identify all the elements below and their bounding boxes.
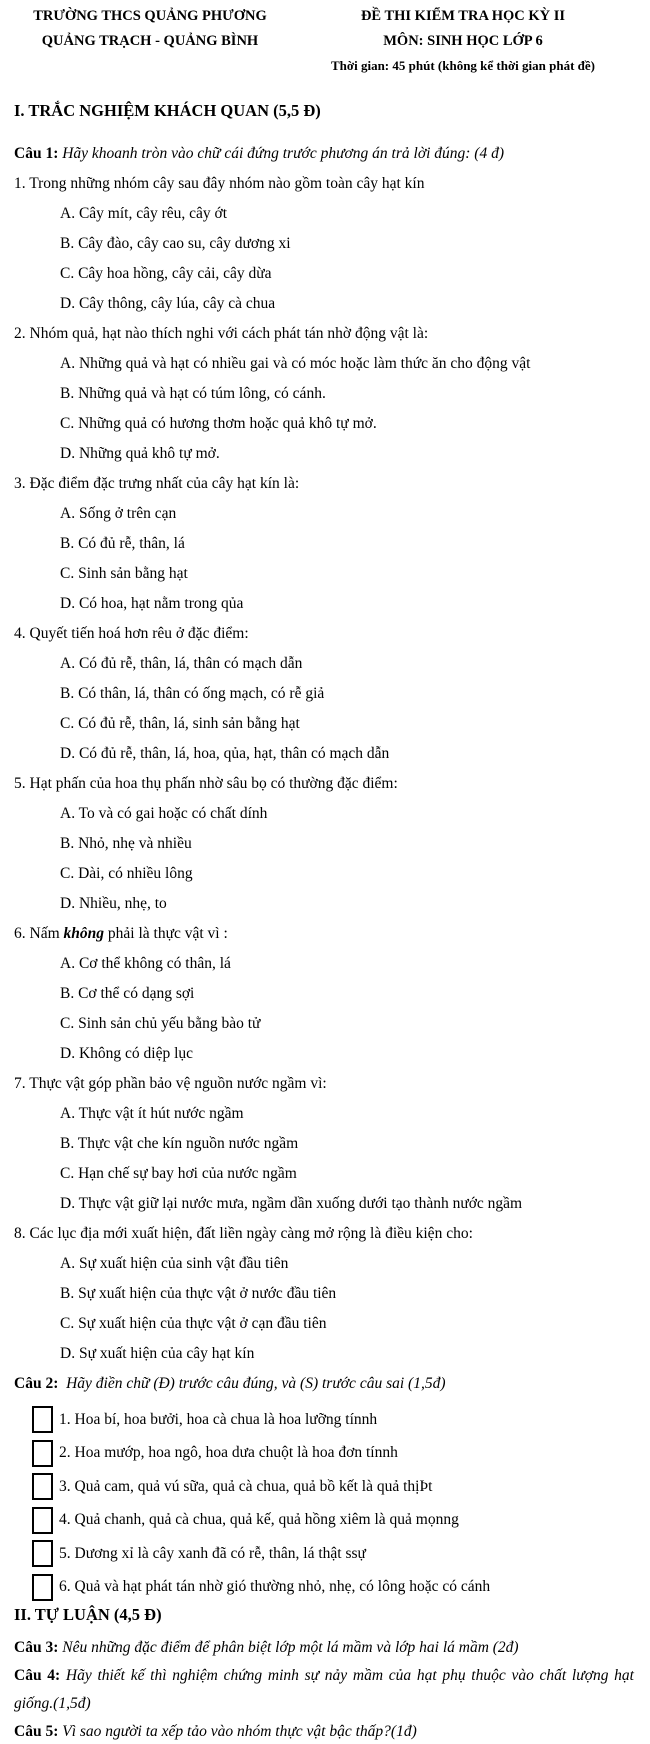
question-7-option-A[interactable]: A. Thực vật ít hút nước ngầm <box>60 1105 244 1122</box>
section1-title: I. TRẮC NGHIỆM KHÁCH QUAN (5,5 Đ) <box>14 101 321 120</box>
cau3-label: Câu 3: <box>14 1639 59 1656</box>
question-3-option-D[interactable]: D. Có hoa, hạt nằm trong qủa <box>60 595 244 612</box>
question-1-option-C[interactable]: C. Cây hoa hồng, cây cải, cây dừa <box>60 265 272 282</box>
question-7-option-B[interactable]: B. Thực vật che kín nguồn nước ngầm <box>60 1135 299 1152</box>
question-5-prompt: 5. Hạt phấn của hoa thụ phấn nhờ sâu bọ có thường đặc điểm: <box>14 775 398 792</box>
question-4-prompt: 4. Quyết tiến hoá hơn rêu ở đặc điểm: <box>14 625 249 642</box>
tf-checkbox-4[interactable] <box>32 1507 53 1534</box>
question-4-option-C[interactable]: C. Có đủ rễ, thân, lá, sinh sản bằng hạt <box>60 715 300 732</box>
question-8-option-C[interactable]: C. Sự xuất hiện của thực vật ở cạn đầu tiên <box>60 1315 327 1332</box>
question-6-prompt-text: 6. Nấm <box>14 925 64 942</box>
question-5-option-B[interactable]: B. Nhỏ, nhẹ và nhiều <box>60 835 192 852</box>
cau5-label: Câu 5: <box>14 1723 59 1740</box>
tf-item-5 <box>32 1537 634 1571</box>
question-4 <box>14 619 634 769</box>
question-3-option-A[interactable]: A. Sống ở trên cạn <box>60 505 177 522</box>
cau2-label: Câu 2: <box>14 1375 59 1392</box>
question-8-option-B[interactable]: B. Sự xuất hiện của thực vật ở nước đầu tiên <box>60 1285 337 1302</box>
multiple-choice-questions <box>14 169 634 1369</box>
true-false-items <box>14 1403 634 1604</box>
tf-checkbox-3[interactable] <box>32 1473 53 1500</box>
cau5-question <box>14 1718 634 1744</box>
essay-questions <box>14 1634 634 1744</box>
tf-item-1 <box>32 1403 634 1437</box>
question-1-option-D[interactable]: D. Cây thông, cây lúa, cây cà chua <box>60 295 276 312</box>
tf-item-3 <box>32 1470 634 1504</box>
cau2-instruction: Hãy điền chữ (Đ) trước câu đúng, và (S) trước câu sai (1,5đ) <box>66 1375 446 1392</box>
question-5-option-A[interactable]: A. To và có gai hoặc có chất dính <box>60 805 268 822</box>
cau3-text: Nêu những đặc điểm để phân biệt lớp một lá mầm và lớp hai lá mầm (2đ) <box>62 1639 519 1656</box>
tf-item-3-text: 3. Quả cam, quả vú sữa, quả cà chua, quả bồ kết là quả thịÞt <box>59 1477 433 1495</box>
cau4-text: Hãy thiết kế thì nghiệm chứng minh sự nảy mầm của hạt phụ thuộc vào chất lượng hạt giống.(1,5đ) <box>14 1667 634 1712</box>
tf-checkbox-5[interactable] <box>32 1540 53 1567</box>
tf-item-1-text: 1. Hoa bí, hoa bưởi, hoa cà chua là hoa lưỡng tínnh <box>59 1410 378 1428</box>
question-6-prompt-text: phải là thực vật vì : <box>104 925 228 942</box>
question-3-option-B[interactable]: B. Có đủ rễ, thân, lá <box>60 535 185 552</box>
cau4-label: Câu 4: <box>14 1667 61 1684</box>
tf-item-4-text: 4. Quả chanh, quả cà chua, quả kế, quả hồng xiêm là quả mọnng <box>59 1511 459 1529</box>
question-2-option-A[interactable]: A. Những quả và hạt có nhiều gai và có móc hoặc làm thức ăn cho động vật <box>60 355 531 372</box>
question-8-option-A[interactable]: A. Sự xuất hiện của sinh vật đầu tiên <box>60 1255 289 1272</box>
question-2-option-C[interactable]: C. Những quả có hương thơm hoặc quả khô tự mở. <box>60 415 377 432</box>
question-1 <box>14 169 634 319</box>
question-6-option-D[interactable]: D. Không có diệp lục <box>60 1045 194 1062</box>
tf-item-4 <box>32 1504 634 1538</box>
question-2-option-D[interactable]: D. Những quả khô tự mở. <box>60 445 220 462</box>
question-7-option-C[interactable]: C. Hạn chế sự bay hơi của nước ngầm <box>60 1165 297 1182</box>
section2-title: II. TỰ LUẬN (4,5 Đ) <box>14 1605 162 1624</box>
question-2-option-B[interactable]: B. Những quả và hạt có túm lông, có cánh. <box>60 385 326 402</box>
question-1-option-A[interactable]: A. Cây mít, cây rêu, cây ớt <box>60 205 228 222</box>
tf-item-5-text: 5. Dương xỉ là cây xanh đã có rễ, thân, lá thật ssự <box>59 1544 366 1562</box>
question-8 <box>14 1219 634 1369</box>
question-6-option-A[interactable]: A. Cơ thể không có thân, lá <box>60 955 231 972</box>
tf-checkbox-1[interactable] <box>32 1406 53 1433</box>
question-8-prompt: 8. Các lục địa mới xuất hiện, đất liền ngày càng mở rộng là điều kiện cho: <box>14 1225 473 1242</box>
exam-title: ĐỀ THI KIỂM TRA HỌC KỲ II <box>360 8 566 24</box>
cau4-question <box>14 1662 634 1718</box>
tf-item-6 <box>32 1571 634 1605</box>
question-6-option-B[interactable]: B. Cơ thể có dạng sợi <box>60 985 195 1002</box>
question-4-option-D[interactable]: D. Có đủ rễ, thân, lá, hoa, qủa, hạt, thân có mạch dẫn <box>60 745 390 762</box>
question-7 <box>14 1069 634 1219</box>
question-7-prompt: 7. Thực vật góp phần bảo vệ nguồn nước ngầm vì: <box>14 1075 327 1092</box>
school-district: QUẢNG TRẠCH - QUẢNG BÌNH <box>41 33 259 49</box>
school-block <box>14 4 286 78</box>
exam-duration: Thời gian: 45 phút (không kể thời gian phát đề) <box>331 58 595 73</box>
cau1-heading <box>14 139 634 169</box>
cau1-instruction: Hãy khoanh tròn vào chữ cái đứng trước phương án trả lời đúng: (4 đ) <box>62 145 505 162</box>
question-1-prompt: 1. Trong những nhóm cây sau đây nhóm nào gồm toàn cây hạt kín <box>14 175 425 192</box>
question-6 <box>14 919 634 1069</box>
school-name: TRƯỜNG THCS QUẢNG PHƯƠNG <box>33 8 267 24</box>
question-2 <box>14 319 634 469</box>
cau5-text: Vì sao người ta xếp tảo vào nhóm thực vật bậc thấp?(1đ) <box>62 1723 417 1740</box>
tf-checkbox-6[interactable] <box>32 1574 53 1601</box>
question-4-option-A[interactable]: A. Có đủ rễ, thân, lá, thân có mạch dẫn <box>60 655 303 672</box>
cau1-label: Câu 1: <box>14 145 59 162</box>
exam-header <box>14 4 634 78</box>
exam-title-block <box>292 4 634 78</box>
question-6-prompt-emphasis: không <box>63 925 105 942</box>
question-1-option-B[interactable]: B. Cây đào, cây cao su, cây dương xi <box>60 235 291 252</box>
tf-checkbox-2[interactable] <box>32 1440 53 1467</box>
question-8-option-D[interactable]: D. Sự xuất hiện của cây hạt kín <box>60 1345 255 1362</box>
question-5-option-D[interactable]: D. Nhiều, nhẹ, to <box>60 895 167 912</box>
tf-item-2-text: 2. Hoa mướp, hoa ngô, hoa dưa chuột là hoa đơn tínnh <box>59 1444 398 1462</box>
question-3 <box>14 469 634 619</box>
question-5 <box>14 769 634 919</box>
question-6-option-C[interactable]: C. Sinh sản chủ yếu bằng bào tử <box>60 1015 261 1032</box>
question-4-option-B[interactable]: B. Có thân, lá, thân có ống mạch, có rễ giả <box>60 685 325 702</box>
question-7-option-D[interactable]: D. Thực vật giữ lại nước mưa, ngầm dần xuống dưới tạo thành nước ngầm <box>60 1195 523 1212</box>
question-2-prompt: 2. Nhóm quả, hạt nào thích nghi với cách phát tán nhờ động vật là: <box>14 325 429 342</box>
question-5-option-C[interactable]: C. Dài, có nhiều lông <box>60 865 193 882</box>
question-3-prompt: 3. Đặc điểm đặc trưng nhất của cây hạt kín là: <box>14 475 300 492</box>
tf-item-2 <box>32 1437 634 1471</box>
cau2-heading <box>14 1369 634 1399</box>
question-6-prompt <box>14 919 634 949</box>
cau3-question <box>14 1634 634 1662</box>
tf-item-6-text: 6. Quả và hạt phát tán nhờ gió thường nhỏ, nhẹ, có lông hoặc có cánh <box>59 1578 491 1596</box>
question-3-option-C[interactable]: C. Sinh sản bằng hạt <box>60 565 188 582</box>
exam-subject: MÔN: SINH HỌC LỚP 6 <box>383 33 543 49</box>
